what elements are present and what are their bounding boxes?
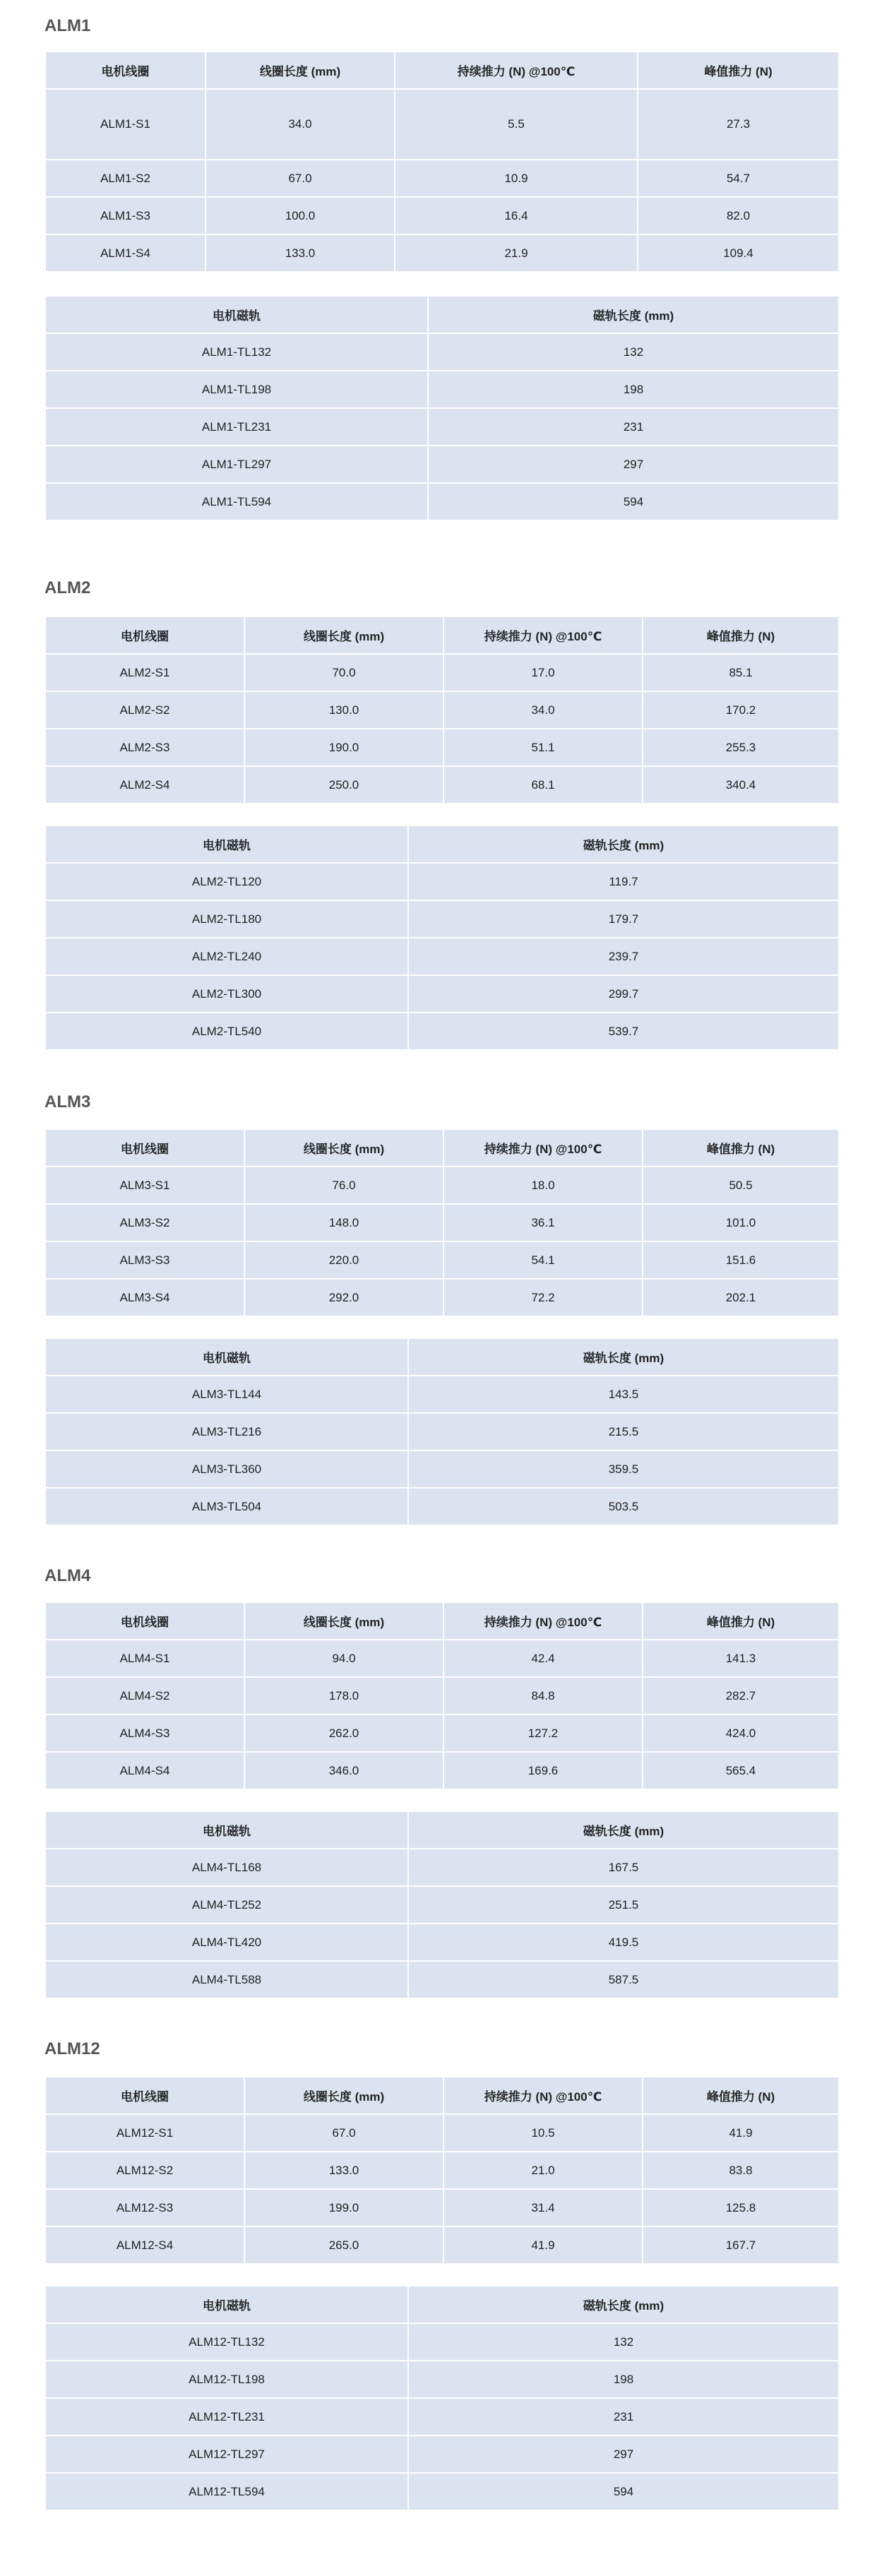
cell-rail-model: ALM1-TL132 (45, 333, 428, 371)
table-row (45, 1640, 839, 1677)
cell-rail-length: 297 (408, 2435, 839, 2473)
table-row (45, 1204, 839, 1241)
cell-peak-force: 202.1 (643, 1279, 839, 1316)
header-rail-length: 磁轨长度 (mm) (408, 1338, 839, 1376)
cell-coil-length: 70.0 (244, 654, 443, 691)
table-row (45, 863, 839, 900)
cell-rail-model: ALM4-TL252 (45, 1886, 408, 1924)
cell-peak-force: 151.6 (643, 1241, 839, 1279)
cell-coil-length: 130.0 (244, 691, 443, 729)
cell-coil-length: 94.0 (244, 1640, 443, 1677)
cell-coil-length: 76.0 (244, 1167, 443, 1204)
cell-rail-length: 231 (428, 408, 839, 446)
cell-rail-length: 132 (428, 333, 839, 371)
cell-coil-model: ALM3-S3 (45, 1241, 244, 1279)
cell-continuous-force: 21.9 (395, 234, 638, 272)
table-header-row (45, 2077, 839, 2114)
cell-rail-length: 297 (428, 446, 839, 483)
header-continuous-force: 持续推力 (N) @100℃ (443, 2077, 643, 2114)
table-row (45, 938, 839, 975)
cell-continuous-force: 5.5 (395, 89, 638, 160)
table-row (45, 654, 839, 691)
table-row (45, 2398, 839, 2435)
table-row (45, 2114, 839, 2152)
table-row (45, 197, 839, 234)
cell-coil-length: 148.0 (244, 1204, 443, 1241)
header-coil-length: 线圈长度 (mm) (244, 1602, 443, 1640)
cell-coil-model: ALM3-S4 (45, 1279, 244, 1316)
cell-rail-model: ALM2-TL540 (45, 1013, 408, 1050)
table-row (45, 1376, 839, 1413)
cell-rail-model: ALM1-TL231 (45, 408, 428, 446)
header-rail: 电机磁轨 (45, 1811, 408, 1849)
cell-rail-length: 587.5 (408, 1961, 839, 1998)
cell-rail-length: 167.5 (408, 1849, 839, 1886)
cell-continuous-force: 68.1 (443, 766, 643, 804)
cell-rail-model: ALM3-TL504 (45, 1488, 408, 1525)
cell-coil-length: 262.0 (244, 1715, 443, 1752)
table-row (45, 975, 839, 1013)
cell-rail-length: 359.5 (408, 1450, 839, 1488)
table-row (45, 1886, 839, 1924)
cell-rail-length: 198 (428, 371, 839, 408)
cell-continuous-force: 16.4 (395, 197, 638, 234)
cell-continuous-force: 34.0 (443, 691, 643, 729)
table-header-row (45, 1129, 839, 1167)
cell-peak-force: 424.0 (643, 1715, 839, 1752)
cell-rail-model: ALM4-TL420 (45, 1924, 408, 1961)
cell-rail-length: 231 (408, 2398, 839, 2435)
table-row (45, 1488, 839, 1525)
cell-coil-model: ALM1-S2 (45, 160, 205, 197)
cell-peak-force: 41.9 (643, 2114, 839, 2152)
table-row (45, 1167, 839, 1204)
header-coil-length: 线圈长度 (mm) (244, 616, 443, 654)
cell-peak-force: 85.1 (643, 654, 839, 691)
alm2-coil-table (44, 616, 840, 804)
cell-rail-model: ALM3-TL360 (45, 1450, 408, 1488)
alm12-rail-table (44, 2285, 840, 2511)
header-peak-force: 峰值推力 (N) (643, 2077, 839, 2114)
cell-coil-model: ALM1-S4 (45, 234, 205, 272)
table-header-row (45, 296, 839, 333)
table-row (45, 408, 839, 446)
cell-coil-length: 199.0 (244, 2189, 443, 2226)
cell-peak-force: 83.8 (643, 2152, 839, 2189)
alm4-rail-table (44, 1811, 840, 1999)
cell-coil-length: 133.0 (244, 2152, 443, 2189)
table-row (45, 2473, 839, 2510)
cell-peak-force: 125.8 (643, 2189, 839, 2226)
table-row (45, 2323, 839, 2361)
header-continuous-force: 持续推力 (N) @100℃ (395, 52, 638, 89)
table-row (45, 1715, 839, 1752)
cell-peak-force: 27.3 (638, 89, 839, 160)
table-row (45, 1450, 839, 1488)
section-title-alm3: ALM3 (44, 1092, 91, 1111)
table-row (45, 1752, 839, 1789)
cell-coil-length: 250.0 (244, 766, 443, 804)
table-header-row (45, 825, 839, 863)
cell-continuous-force: 42.4 (443, 1640, 643, 1677)
alm2-rail-table (44, 825, 840, 1051)
cell-peak-force: 54.7 (638, 160, 839, 197)
cell-coil-length: 34.0 (205, 89, 395, 160)
header-rail: 电机磁轨 (45, 296, 428, 333)
cell-continuous-force: 41.9 (443, 2226, 643, 2264)
alm12-coil-table (44, 2076, 840, 2265)
cell-coil-model: ALM12-S4 (45, 2226, 244, 2264)
table-row (45, 2361, 839, 2398)
table-row (45, 333, 839, 371)
header-continuous-force: 持续推力 (N) @100℃ (443, 1129, 643, 1167)
table-row (45, 2152, 839, 2189)
cell-rail-length: 239.7 (408, 938, 839, 975)
cell-rail-model: ALM1-TL297 (45, 446, 428, 483)
cell-rail-length: 503.5 (408, 1488, 839, 1525)
cell-peak-force: 50.5 (643, 1167, 839, 1204)
cell-continuous-force: 51.1 (443, 729, 643, 766)
cell-rail-model: ALM1-TL198 (45, 371, 428, 408)
cell-coil-model: ALM3-S2 (45, 1204, 244, 1241)
cell-rail-length: 299.7 (408, 975, 839, 1013)
alm4-coil-table (44, 1602, 840, 1790)
cell-coil-length: 178.0 (244, 1677, 443, 1715)
cell-rail-length: 143.5 (408, 1376, 839, 1413)
cell-rail-length: 419.5 (408, 1924, 839, 1961)
table-row (45, 1849, 839, 1886)
alm3-rail-table (44, 1337, 840, 1526)
cell-peak-force: 101.0 (643, 1204, 839, 1241)
cell-coil-length: 100.0 (205, 197, 395, 234)
table-row (45, 160, 839, 197)
header-coil: 电机线圈 (45, 616, 244, 654)
table-row (45, 900, 839, 938)
cell-coil-model: ALM2-S1 (45, 654, 244, 691)
header-rail-length: 磁轨长度 (mm) (408, 1811, 839, 1849)
cell-continuous-force: 72.2 (443, 1279, 643, 1316)
section-title-alm12: ALM12 (44, 2039, 100, 2058)
cell-peak-force: 170.2 (643, 691, 839, 729)
cell-rail-model: ALM12-TL594 (45, 2473, 408, 2510)
header-rail: 电机磁轨 (45, 2286, 408, 2323)
cell-coil-model: ALM2-S3 (45, 729, 244, 766)
table-row (45, 1924, 839, 1961)
cell-continuous-force: 10.9 (395, 160, 638, 197)
alm1-rail-table (44, 295, 840, 521)
header-coil: 电机线圈 (45, 52, 205, 89)
alm3-coil-table (44, 1128, 840, 1317)
header-coil: 电机线圈 (45, 2077, 244, 2114)
cell-peak-force: 109.4 (638, 234, 839, 272)
header-rail-length: 磁轨长度 (mm) (408, 2286, 839, 2323)
table-row (45, 1961, 839, 1998)
header-coil-length: 线圈长度 (mm) (205, 52, 395, 89)
table-row (45, 1013, 839, 1050)
cell-continuous-force: 169.6 (443, 1752, 643, 1789)
cell-continuous-force: 31.4 (443, 2189, 643, 2226)
header-peak-force: 峰值推力 (N) (643, 1602, 839, 1640)
table-row (45, 1413, 839, 1450)
cell-rail-model: ALM12-TL231 (45, 2398, 408, 2435)
header-continuous-force: 持续推力 (N) @100℃ (443, 1602, 643, 1640)
cell-continuous-force: 127.2 (443, 1715, 643, 1752)
table-row (45, 483, 839, 520)
header-coil-length: 线圈长度 (mm) (244, 1129, 443, 1167)
cell-coil-length: 292.0 (244, 1279, 443, 1316)
table-row (45, 691, 839, 729)
header-coil: 电机线圈 (45, 1129, 244, 1167)
header-peak-force: 峰值推力 (N) (643, 1129, 839, 1167)
cell-coil-model: ALM2-S4 (45, 766, 244, 804)
cell-continuous-force: 36.1 (443, 1204, 643, 1241)
cell-rail-model: ALM2-TL120 (45, 863, 408, 900)
table-row (45, 1677, 839, 1715)
cell-rail-model: ALM4-TL168 (45, 1849, 408, 1886)
cell-coil-model: ALM2-S2 (45, 691, 244, 729)
cell-rail-model: ALM3-TL216 (45, 1413, 408, 1450)
cell-rail-model: ALM2-TL180 (45, 900, 408, 938)
header-continuous-force: 持续推力 (N) @100℃ (443, 616, 643, 654)
cell-coil-length: 190.0 (244, 729, 443, 766)
table-header-row (45, 616, 839, 654)
cell-continuous-force: 84.8 (443, 1677, 643, 1715)
cell-rail-model: ALM12-TL198 (45, 2361, 408, 2398)
cell-rail-length: 539.7 (408, 1013, 839, 1050)
table-header-row (45, 1602, 839, 1640)
cell-rail-model: ALM2-TL300 (45, 975, 408, 1013)
cell-coil-length: 67.0 (244, 2114, 443, 2152)
alm1-coil-table (44, 51, 840, 273)
header-coil-length: 线圈长度 (mm) (244, 2077, 443, 2114)
cell-coil-length: 220.0 (244, 1241, 443, 1279)
cell-coil-model: ALM4-S1 (45, 1640, 244, 1677)
cell-coil-length: 265.0 (244, 2226, 443, 2264)
cell-coil-model: ALM12-S2 (45, 2152, 244, 2189)
cell-coil-model: ALM4-S3 (45, 1715, 244, 1752)
header-peak-force: 峰值推力 (N) (638, 52, 839, 89)
table-row (45, 729, 839, 766)
header-peak-force: 峰值推力 (N) (643, 616, 839, 654)
cell-coil-length: 67.0 (205, 160, 395, 197)
cell-coil-model: ALM1-S1 (45, 89, 205, 160)
table-header-row (45, 1338, 839, 1376)
table-row (45, 2435, 839, 2473)
table-row (45, 234, 839, 272)
header-rail-length: 磁轨长度 (mm) (428, 296, 839, 333)
cell-peak-force: 565.4 (643, 1752, 839, 1789)
cell-coil-length: 346.0 (244, 1752, 443, 1789)
cell-peak-force: 167.7 (643, 2226, 839, 2264)
cell-rail-model: ALM3-TL144 (45, 1376, 408, 1413)
cell-coil-model: ALM12-S3 (45, 2189, 244, 2226)
cell-rail-length: 119.7 (408, 863, 839, 900)
cell-coil-model: ALM4-S2 (45, 1677, 244, 1715)
cell-rail-length: 198 (408, 2361, 839, 2398)
cell-rail-model: ALM4-TL588 (45, 1961, 408, 1998)
cell-continuous-force: 21.0 (443, 2152, 643, 2189)
section-title-alm4: ALM4 (44, 1566, 91, 1585)
cell-continuous-force: 10.5 (443, 2114, 643, 2152)
cell-coil-length: 133.0 (205, 234, 395, 272)
cell-coil-model: ALM1-S3 (45, 197, 205, 234)
cell-rail-length: 179.7 (408, 900, 839, 938)
cell-coil-model: ALM12-S1 (45, 2114, 244, 2152)
cell-rail-length: 594 (408, 2473, 839, 2510)
table-header-row (45, 2286, 839, 2323)
table-row (45, 2226, 839, 2264)
table-row (45, 446, 839, 483)
header-rail: 电机磁轨 (45, 825, 408, 863)
cell-rail-length: 594 (428, 483, 839, 520)
table-row (45, 766, 839, 804)
table-row (45, 371, 839, 408)
table-row (45, 1241, 839, 1279)
cell-rail-length: 215.5 (408, 1413, 839, 1450)
cell-peak-force: 141.3 (643, 1640, 839, 1677)
table-row (45, 1279, 839, 1316)
table-row (45, 89, 839, 160)
cell-continuous-force: 17.0 (443, 654, 643, 691)
cell-continuous-force: 18.0 (443, 1167, 643, 1204)
cell-rail-model: ALM1-TL594 (45, 483, 428, 520)
header-rail: 电机磁轨 (45, 1338, 408, 1376)
cell-rail-length: 251.5 (408, 1886, 839, 1924)
table-header-row (45, 1811, 839, 1849)
cell-peak-force: 82.0 (638, 197, 839, 234)
section-title-alm2: ALM2 (44, 578, 91, 597)
cell-rail-length: 132 (408, 2323, 839, 2361)
cell-peak-force: 255.3 (643, 729, 839, 766)
table-row (45, 2189, 839, 2226)
cell-peak-force: 340.4 (643, 766, 839, 804)
header-rail-length: 磁轨长度 (mm) (408, 825, 839, 863)
header-coil: 电机线圈 (45, 1602, 244, 1640)
cell-rail-model: ALM12-TL297 (45, 2435, 408, 2473)
table-header-row (45, 52, 839, 89)
cell-rail-model: ALM12-TL132 (45, 2323, 408, 2361)
cell-continuous-force: 54.1 (443, 1241, 643, 1279)
cell-peak-force: 282.7 (643, 1677, 839, 1715)
section-title-alm1: ALM1 (44, 16, 91, 35)
cell-coil-model: ALM3-S1 (45, 1167, 244, 1204)
cell-rail-model: ALM2-TL240 (45, 938, 408, 975)
cell-coil-model: ALM4-S4 (45, 1752, 244, 1789)
